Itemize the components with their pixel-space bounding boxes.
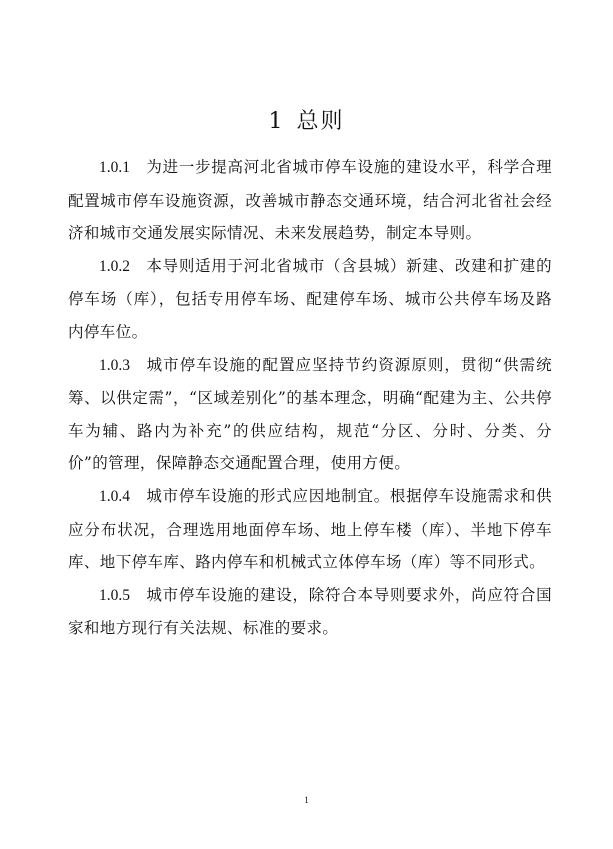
clause-list [68,151,552,645]
chapter-number: 1 [268,109,285,134]
clause-text: 城市停车设施的形式应因地制宜。根据停车设施需求和供应分布状况，合理选用地面停车场、地上停车楼（库）、半地下停车库、地下停车库、路内停车和机械式立体停车场（库）等不同形式。 [68,486,552,572]
clause-number: 1.0.1 [99,159,130,176]
clause-number: 1.0.3 [99,356,130,374]
clause-1-0-5 [68,579,552,645]
clause-number: 1.0.4 [99,487,130,505]
clause-1-0-2 [68,250,552,349]
chapter-title: 总则 [296,109,345,134]
page-title [0,104,613,135]
clause-text: 本导则适用于河北省城市（含县城）新建、改建和扩建的停车场（库），包括专用停车场、配建停车场、城市公共停车场及路内停车位。 [68,256,552,341]
clause-1-0-4 [68,480,552,579]
page-number: 1 [304,795,309,805]
clause-text: 城市停车设施的建设，除符合本导则要求外，尚应符合国家和地方现行有关法规、标准的要求。 [68,585,552,638]
clause-1-0-3 [68,349,552,480]
clause-text: 为进一步提高河北省城市停车设施的建设水平，科学合理配置城市停车设施资源，改善城市静态交通环境，结合河北省社会经济和城市交通发展实际情况、未来发展趋势，制定本导则。 [68,158,552,243]
clause-text: 城市停车设施的配置应坚持节约资源原则，贯彻“供需统筹、以供定需”，“区域差别化”的基本理念，明确“配建为主、公共停车为辅、路内为补充”的供应结构，规范“分区、分时、分类、分价”的管理，保障静态交通配置合理，使用方便。 [68,355,552,473]
clause-number: 1.0.5 [99,586,130,604]
clause-1-0-1 [68,151,552,250]
clause-number: 1.0.2 [99,257,130,275]
